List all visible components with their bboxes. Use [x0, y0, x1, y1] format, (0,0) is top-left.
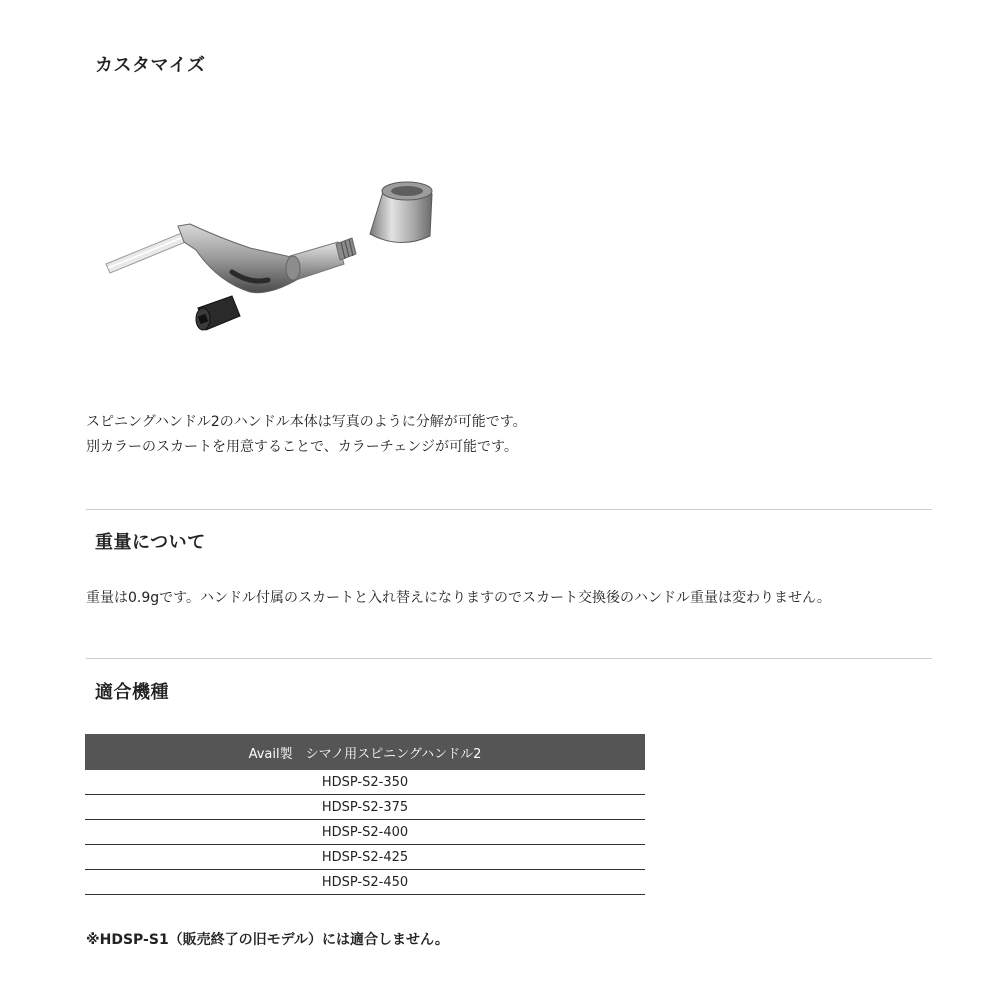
section-title-compatibility: 適合機種	[95, 682, 169, 703]
customize-description	[86, 410, 527, 460]
model-cell: HDSP-S2-375	[85, 795, 645, 820]
section-title-customize: カスタマイズ	[95, 55, 206, 76]
handle-shaft	[286, 238, 356, 280]
table-row	[85, 845, 645, 870]
table-row	[85, 770, 645, 795]
section-title-weight: 重量について	[95, 532, 206, 553]
table-header-cell: Avail製 シマノ用スピニングハンドル2	[85, 734, 645, 770]
model-cell: HDSP-S2-400	[85, 820, 645, 845]
screw	[196, 296, 240, 330]
model-cell: HDSP-S2-450	[85, 870, 645, 895]
table-row	[85, 820, 645, 845]
model-cell: HDSP-S2-350	[85, 770, 645, 795]
model-cell: HDSP-S2-425	[85, 845, 645, 870]
compatibility-note: ※HDSP-S1（販売終了の旧モデル）には適合しません。	[86, 932, 449, 948]
section-divider	[86, 509, 932, 510]
table-row	[85, 870, 645, 895]
compatibility-table	[85, 734, 645, 895]
table-header-row	[85, 734, 645, 770]
weight-description: 重量は0.9gです。ハンドル付属のスカートと入れ替えになりますのでスカート交換後のハンドル重量は変わりません。	[86, 590, 831, 606]
knob-pin	[106, 232, 188, 273]
table-row	[85, 795, 645, 820]
handle-arm	[178, 224, 300, 293]
handle-disassembly-image	[100, 180, 450, 340]
customize-line: スピニングハンドル2のハンドル本体は写真のように分解が可能です。	[86, 414, 527, 430]
customize-line: 別カラーのスカートを用意することで、カラーチェンジが可能です。	[86, 439, 518, 455]
skirt-cap	[370, 182, 432, 243]
section-divider	[86, 658, 932, 659]
